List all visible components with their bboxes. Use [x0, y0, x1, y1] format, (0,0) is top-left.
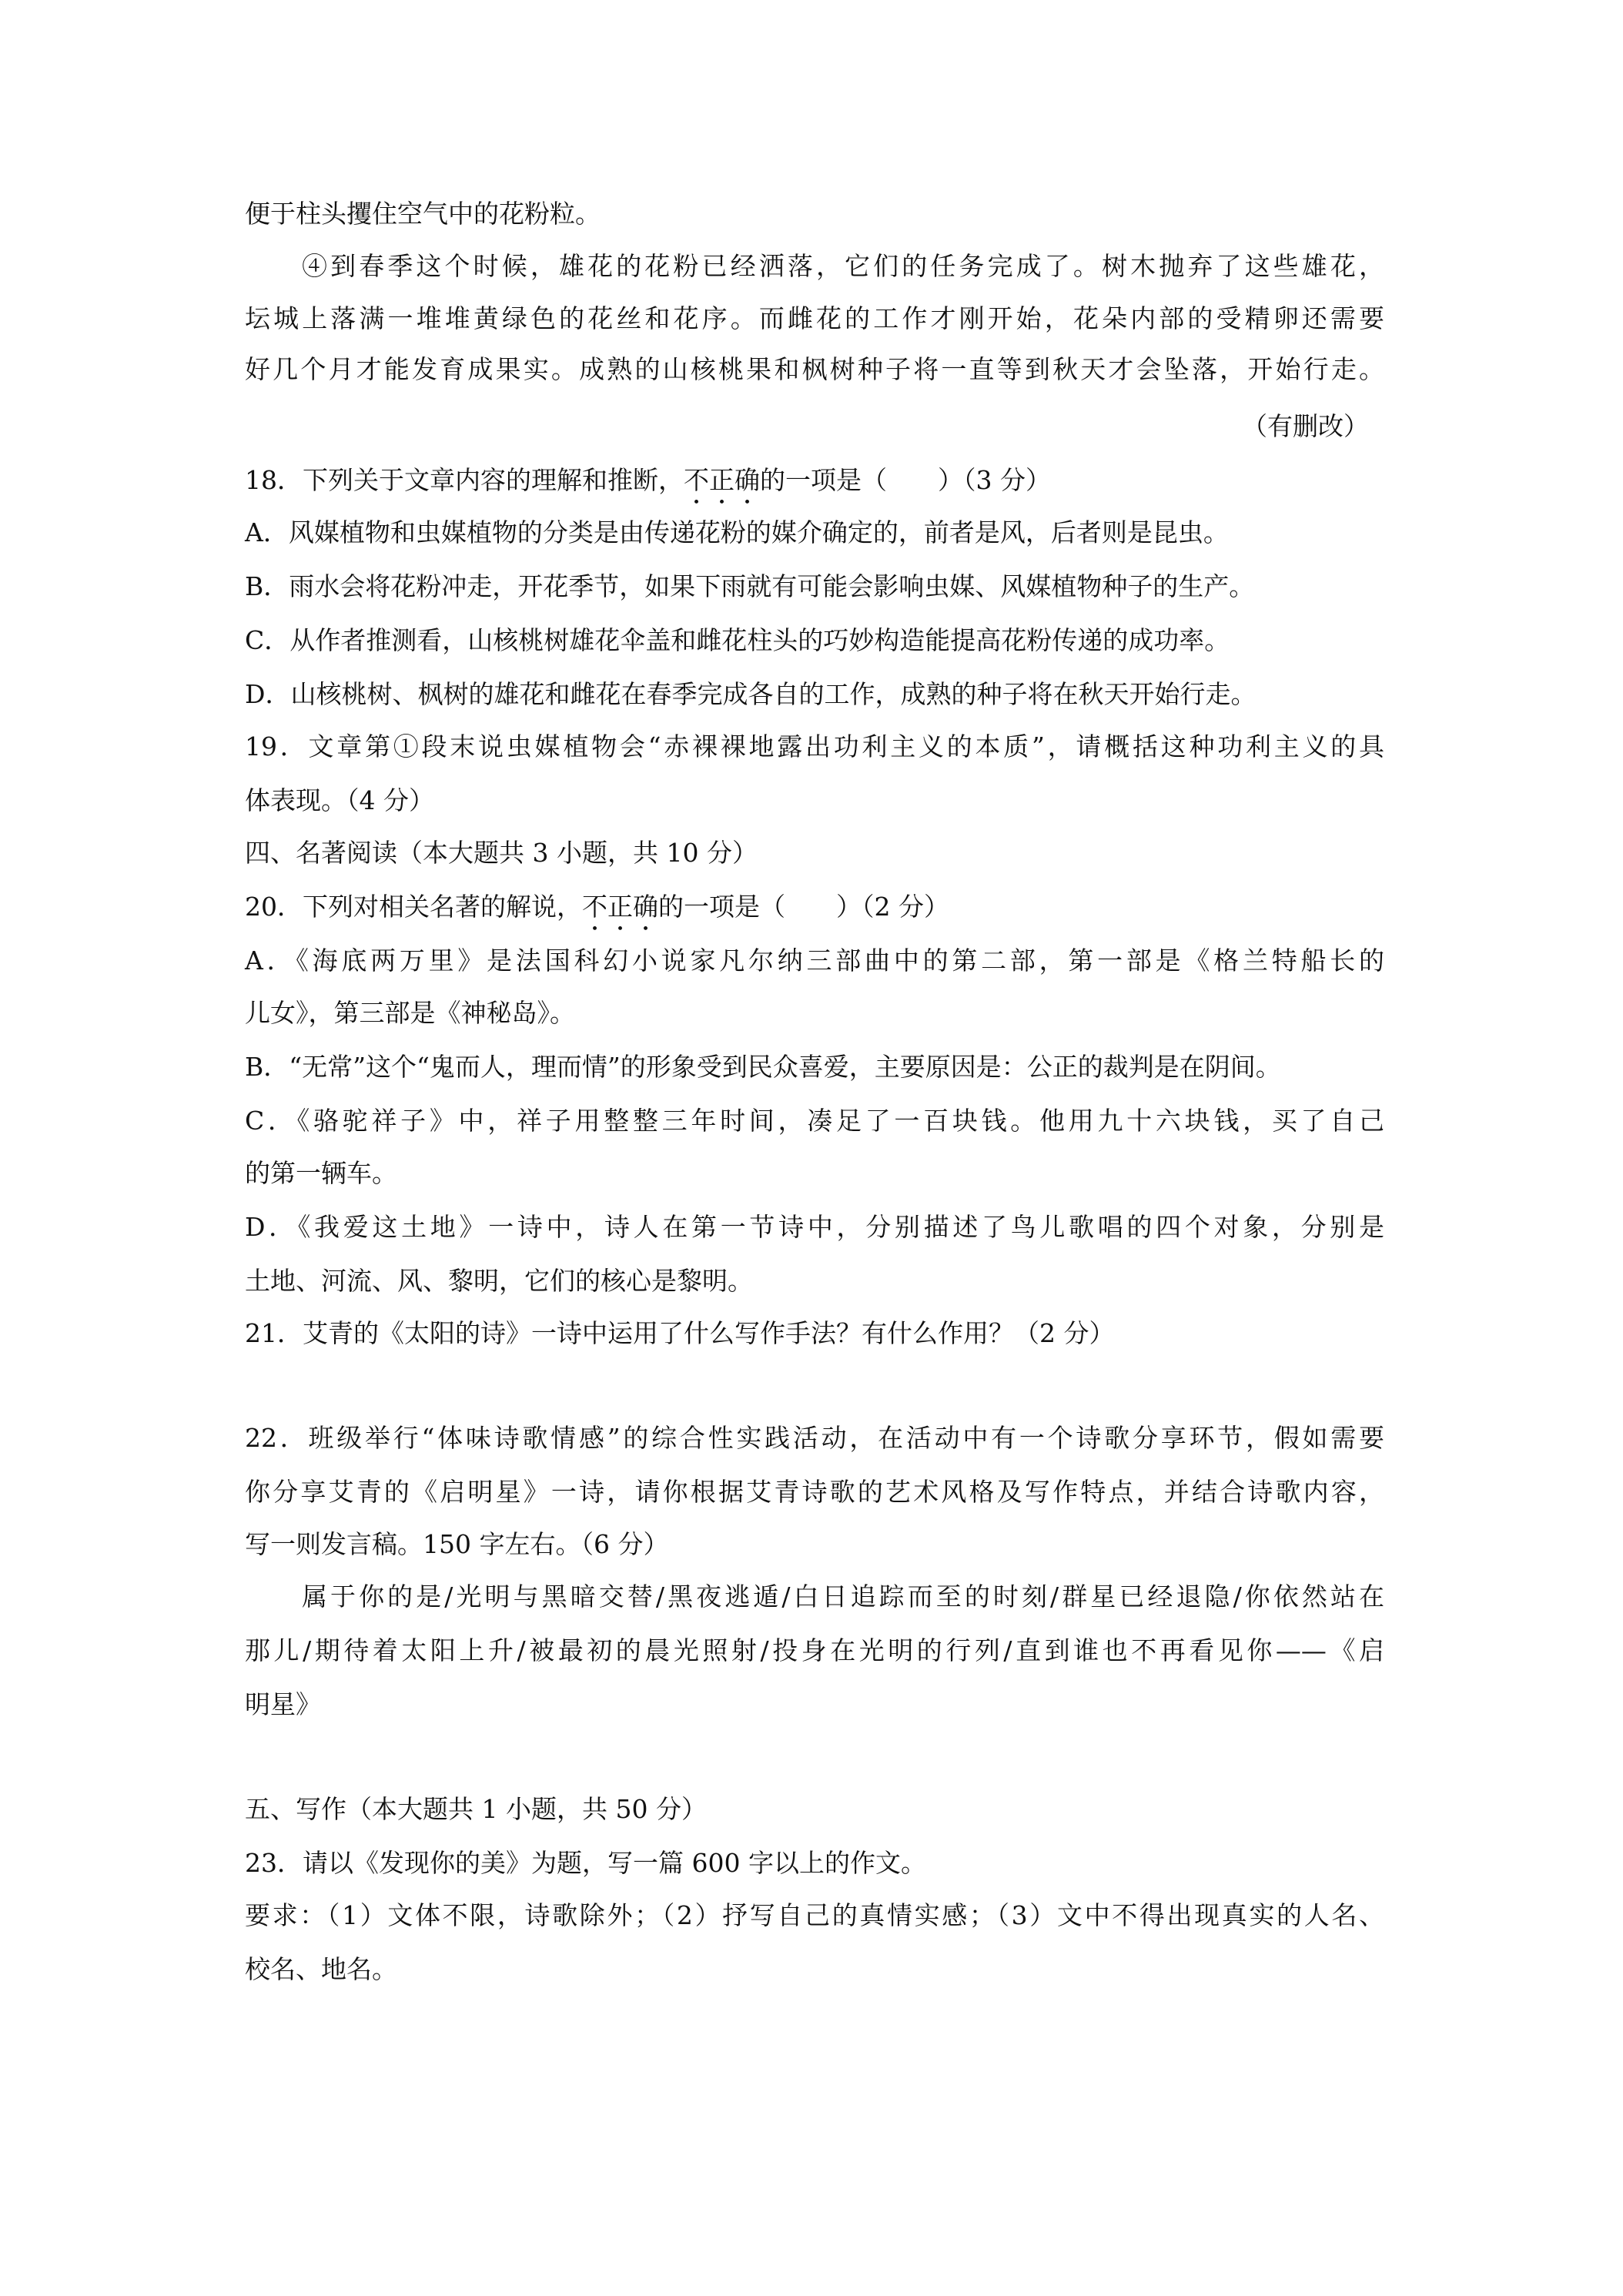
option-d: D．《我爱这土地》一诗中，诗人在第一节诗中，分别描述了鸟儿歌唱的四个对象，分别是 [245, 1212, 1384, 1242]
emphasis-text: 不正确 [582, 892, 658, 922]
requirements-line: 校名、地名。 [245, 1954, 397, 1984]
emphasis-text: 不正确 [684, 465, 760, 495]
question-23: 23．请以《发现你的美》为题，写一篇 600 字以上的作文。 [245, 1848, 926, 1878]
passage-line: 好几个月才能发育成果实。成熟的山核桃果和枫树种子将一直等到秋天才会坠落，开始行走。 [245, 354, 1384, 384]
option-b: B．“无常”这个“鬼而人，理而情”的形象受到民众喜爱，主要原因是：公正的裁判是在阴间。 [245, 1052, 1281, 1082]
question-18-stem: 18．下列关于文章内容的理解和推断，不正确的一项是（ ）（3 分） [245, 465, 1051, 495]
option-a: 儿女》，第三部是《神秘岛》。 [245, 998, 575, 1028]
option-c: C．从作者推测看，山核桃树雄花伞盖和雌花柱头的巧妙构造能提高花粉传递的成功率。 [245, 625, 1230, 655]
option-b: B．雨水会将花粉冲走，开花季节，如果下雨就有可能会影响虫媒、风媒植物种子的生产。 [245, 571, 1255, 601]
section-heading: 四、名著阅读（本大题共 3 小题，共 10 分） [245, 838, 758, 868]
question-19-line: 19．文章第①段末说虫媒植物会“赤裸裸地露出功利主义的本质”，请概括这种功利主义的具 [245, 731, 1384, 761]
poem-line: 属于你的是/光明与黑暗交替/黑夜逃遁/白日追踪而至的时刻/群星已经退隐/你依然站在 [302, 1581, 1384, 1612]
passage-line: ④到春季这个时候，雄花的花粉已经洒落，它们的任务完成了。树木抛弃了这些雄花， [302, 251, 1384, 281]
option-c: 的第一辆车。 [245, 1158, 397, 1188]
section-heading: 五、写作（本大题共 1 小题，共 50 分） [245, 1794, 707, 1824]
question-22-line: 22．班级举行“体味诗歌情感”的综合性实践活动，在活动中有一个诗歌分享环节，假如需要 [245, 1423, 1384, 1453]
question-19-line: 体表现。（4 分） [245, 785, 434, 815]
question-20-stem: 20．下列对相关名著的解说，不正确的一项是（ ）（2 分） [245, 892, 949, 922]
option-d: D．山核桃树、枫树的雄花和雌花在春季完成各自的工作，成熟的种子将在秋天开始行走。 [245, 679, 1257, 709]
poem-line: 明星》 [245, 1689, 321, 1719]
option-d: 土地、河流、风、黎明，它们的核心是黎明。 [245, 1266, 753, 1296]
poem-line: 那儿/期待着太阳上升/被最初的晨光照射/投身在光明的行列/直到谁也不再看见你——《启 [245, 1635, 1384, 1665]
requirements-line: 要求：（1）文体不限，诗歌除外；（2）抒写自己的真情实感；（3）文中不得出现真实的人名、 [245, 1900, 1384, 1930]
option-a: A．风媒植物和虫媒植物的分类是由传递花粉的媒介确定的，前者是风，后者则是昆虫。 [245, 517, 1229, 547]
source-note: （有删改） [1242, 411, 1369, 441]
passage-line: 便于柱头攫住空气中的花粉粒。 [245, 199, 601, 229]
option-a: A．《海底两万里》是法国科幻小说家凡尔纳三部曲中的第二部，第一部是《格兰特船长的 [245, 946, 1384, 976]
question-22-line: 你分享艾青的《启明星》一诗，请你根据艾青诗歌的艺术风格及写作特点，并结合诗歌内容， [245, 1477, 1384, 1507]
passage-line: 坛城上落满一堆堆黄绿色的花丝和花序。而雌花的工作才刚开始，花朵内部的受精卵还需要 [245, 303, 1384, 333]
question-21: 21．艾青的《太阳的诗》一诗中运用了什么写作手法？有什么作用？（2 分） [245, 1318, 1115, 1348]
question-22-line: 写一则发言稿。150 字左右。（6 分） [245, 1529, 669, 1559]
option-c: C．《骆驼祥子》中，祥子用整整三年时间，凑足了一百块钱。他用九十六块钱，买了自己 [245, 1106, 1384, 1136]
